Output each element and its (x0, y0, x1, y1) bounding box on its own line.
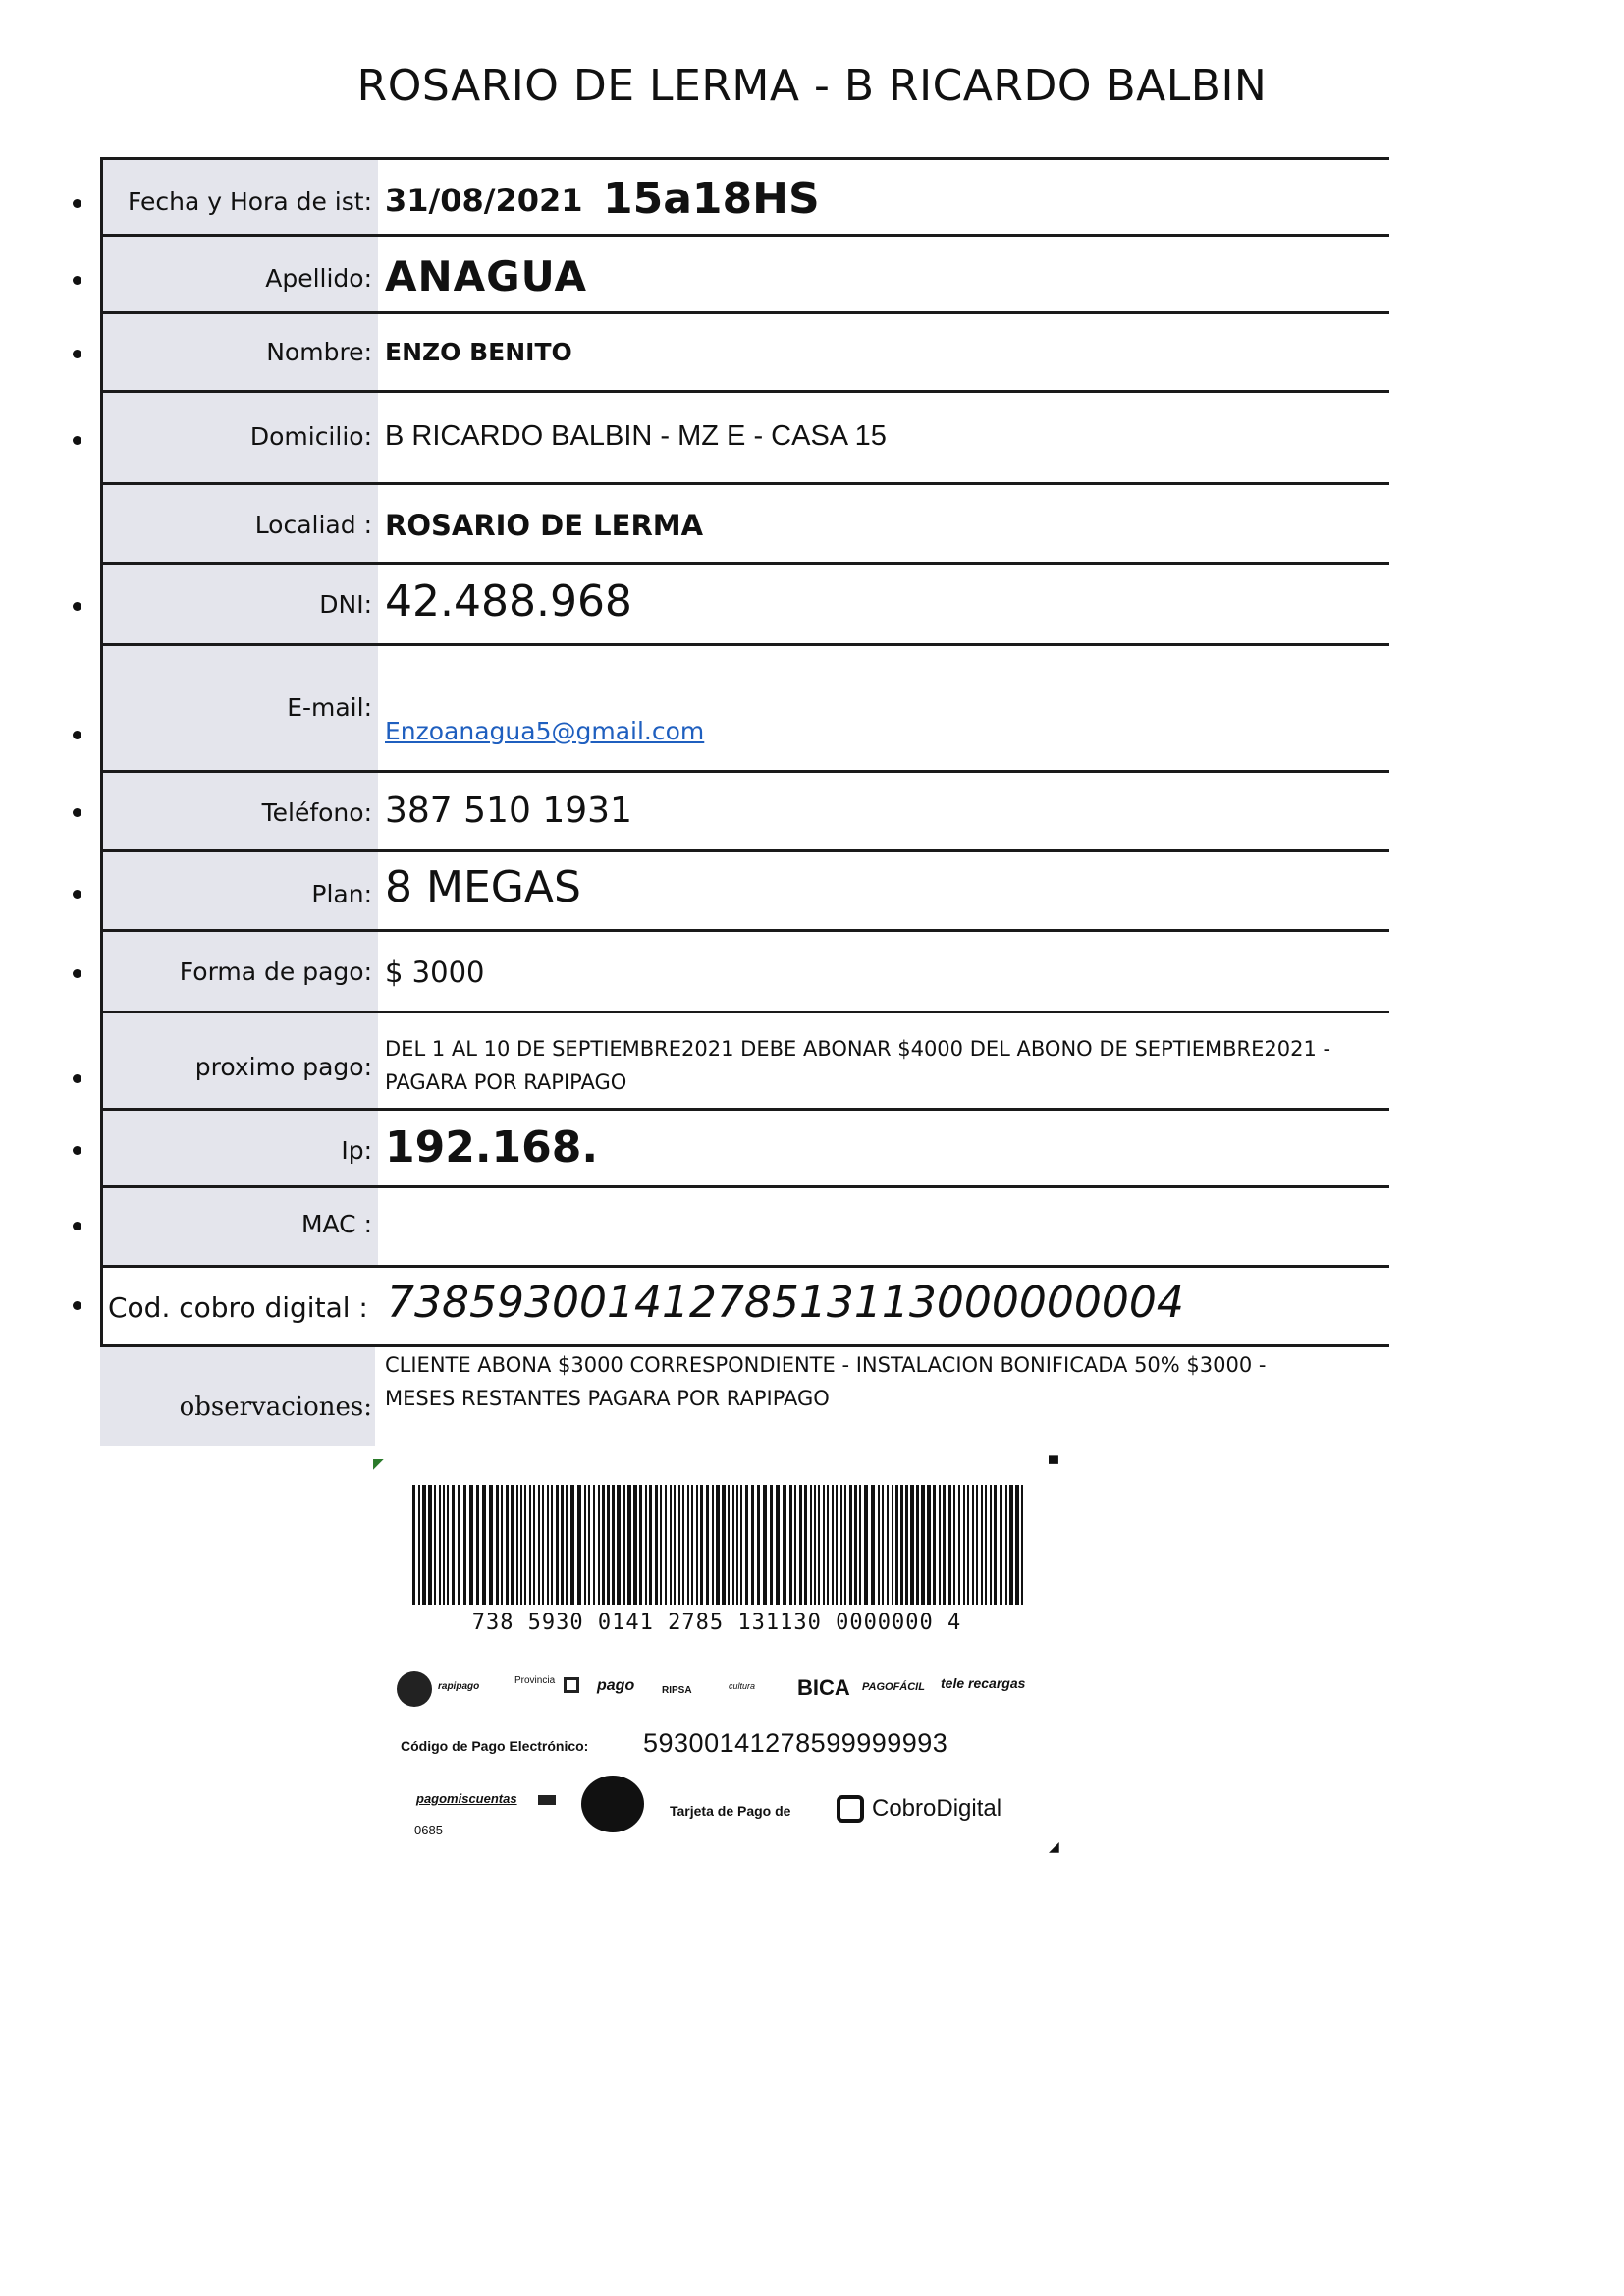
document-title: ROSARIO DE LERMA - B RICARDO BALBIN (356, 61, 1268, 111)
barcode-bar (627, 1485, 631, 1605)
row-apellido (100, 234, 1389, 311)
forma-pago-value: $ 3000 (385, 956, 485, 989)
brand-logo: CobroDigital (872, 1795, 1002, 1822)
row-proximo-pago (100, 1011, 1389, 1108)
small-number: 0685 (414, 1823, 443, 1837)
barcode-bar (823, 1485, 825, 1605)
logo-pagofacil: PAGOFÁCIL (862, 1681, 925, 1693)
apellido-label: Apellido: (265, 264, 372, 293)
barcode-bar (428, 1485, 432, 1605)
barcode-bar (716, 1485, 720, 1605)
payment-slip (373, 1455, 1060, 1856)
barcode-bar (412, 1485, 415, 1605)
barcode-bar (422, 1485, 426, 1605)
domicilio-value: B RICARDO BALBIN - MZ E - CASA 15 (385, 420, 887, 452)
logo-telerecargas: tele recargas (941, 1675, 1026, 1691)
barcode-bar (882, 1485, 884, 1605)
barcode-bar (740, 1485, 742, 1605)
barcode-bar (447, 1485, 449, 1605)
ip-label: Ip: (341, 1136, 372, 1165)
barcode-bar (776, 1485, 780, 1605)
barcode-bar (655, 1485, 658, 1605)
barcode-bar (524, 1485, 526, 1605)
logo-pago: pago (597, 1677, 635, 1694)
bullet (73, 1222, 81, 1230)
nombre-label: Nombre: (266, 338, 372, 366)
bullet (73, 1146, 81, 1155)
barcode-bar (660, 1485, 662, 1605)
barcode-bar (939, 1485, 941, 1605)
barcode-bar (900, 1485, 903, 1605)
barcode-bar (665, 1485, 667, 1605)
row-nombre (100, 311, 1389, 390)
barcode-bar (864, 1485, 868, 1605)
barcode-bar (588, 1485, 590, 1605)
barcode-bar (910, 1485, 914, 1605)
barcode-bar (700, 1485, 703, 1605)
pagomiscuentas-badge-icon (538, 1795, 556, 1805)
row-plan (100, 849, 1389, 929)
barcode-bar (593, 1485, 595, 1605)
barcode-bar (887, 1485, 889, 1605)
corner-mark: ▀ (1049, 1455, 1058, 1471)
barcode-bar (516, 1485, 518, 1605)
dni-label: DNI: (319, 590, 372, 619)
barcode-bar (818, 1485, 820, 1605)
barcode-bar (994, 1485, 997, 1605)
barcode-bar (691, 1485, 693, 1605)
barcode-bar (916, 1485, 919, 1605)
barcode-bar (921, 1485, 925, 1605)
barcode-bar (943, 1485, 946, 1605)
barcode-bar (566, 1485, 568, 1605)
barcode-bar (990, 1485, 992, 1605)
barcode-bar (810, 1485, 812, 1605)
barcode-bar (602, 1485, 605, 1605)
barcode-bar (533, 1485, 535, 1605)
barcode-bar (506, 1485, 509, 1605)
barcode-bar (751, 1485, 754, 1605)
payment-logos (395, 1667, 1043, 1711)
barcode-bar (501, 1485, 503, 1605)
barcode-bar (496, 1485, 499, 1605)
barcode-bar (827, 1485, 829, 1605)
row-telefono (100, 770, 1389, 849)
observaciones-line2: MESES RESTANTES PAGARA POR RAPIPAGO (385, 1387, 830, 1410)
barcode-bar (439, 1485, 441, 1605)
telefono-label: Teléfono: (261, 798, 372, 827)
bullet (73, 276, 81, 285)
barcode-bar (836, 1485, 838, 1605)
barcode-bar (804, 1485, 807, 1605)
barcode-bar (584, 1485, 586, 1605)
logo-provincia: Provincia (514, 1675, 556, 1686)
row-domicilio (100, 390, 1389, 482)
row-email (100, 643, 1389, 770)
client-form (100, 157, 1389, 1446)
bullet (73, 602, 81, 611)
barcode-bar (633, 1485, 637, 1605)
barcode-bar (712, 1485, 714, 1605)
row-forma-pago (100, 929, 1389, 1011)
observaciones-line1: CLIENTE ABONA $3000 CORRESPONDIENTE - INSTALACION BONIFICADA 50% $3000 - (385, 1353, 1267, 1377)
forma-pago-label: Forma de pago: (179, 957, 372, 986)
barcode-bar (452, 1485, 455, 1605)
barcode (412, 1485, 1027, 1605)
barcode-bar (623, 1485, 625, 1605)
barcode-bar (511, 1485, 514, 1605)
barcode-bar (682, 1485, 684, 1605)
row-fecha (100, 157, 1389, 234)
barcode-bar (794, 1485, 796, 1605)
row-ip (100, 1108, 1389, 1185)
row-dni (100, 562, 1389, 643)
barcode-bar (722, 1485, 726, 1605)
barcode-bar (732, 1485, 734, 1605)
black-circle-icon (581, 1776, 644, 1832)
fecha-time: 15a18HS (603, 174, 820, 224)
barcode-bar (529, 1485, 531, 1605)
barcode-bar (976, 1485, 978, 1605)
localidad-label: Localiad : (254, 511, 372, 539)
barcode-bar (687, 1485, 689, 1605)
barcode-bar (418, 1485, 420, 1605)
barcode-bar (871, 1485, 875, 1605)
barcode-bar (832, 1485, 834, 1605)
barcode-bar (443, 1485, 445, 1605)
barcode-bar (551, 1485, 553, 1605)
barcode-bar (844, 1485, 846, 1605)
bullet (73, 1074, 81, 1083)
barcode-bar (1009, 1485, 1013, 1605)
bullet (73, 890, 81, 899)
barcode-bar (849, 1485, 852, 1605)
observaciones-label: observaciones: (179, 1393, 372, 1422)
barcode-bar (927, 1485, 931, 1605)
bullet (73, 199, 81, 208)
barcode-bar (649, 1485, 652, 1605)
barcode-bar (1015, 1485, 1019, 1605)
barcode-bar (561, 1485, 564, 1605)
logo-ripsa: RIPSA (662, 1685, 692, 1696)
barcode-bar (905, 1485, 908, 1605)
barcode-bar (895, 1485, 898, 1605)
barcode-bar (799, 1485, 802, 1605)
logo-cultura: cultura (729, 1681, 756, 1691)
barcode-bar (458, 1485, 460, 1605)
plan-label: Plan: (311, 880, 372, 908)
barcode-bar (745, 1485, 748, 1605)
barcode-bar (538, 1485, 540, 1605)
bullet (73, 731, 81, 739)
barcode-bar (556, 1485, 559, 1605)
barcode-bar (783, 1485, 786, 1605)
barcode-bar (1000, 1485, 1002, 1605)
cod-label: Cod. cobro digital : (108, 1291, 368, 1324)
barcode-bar (972, 1485, 974, 1605)
barcode-number: 738 5930 0141 2785 131130 0000000 4 (471, 1611, 962, 1635)
row-cod-cobro (100, 1265, 1389, 1344)
barcode-bar (674, 1485, 676, 1605)
barcode-bar (434, 1485, 436, 1605)
barcode-bar (547, 1485, 549, 1605)
row-mac (100, 1185, 1389, 1265)
rapipago-emblem-icon (397, 1671, 432, 1707)
barcode-bar (985, 1485, 987, 1605)
code-value: 59300141278599999993 (643, 1728, 948, 1758)
dni-value: 42.488.968 (385, 576, 632, 627)
barcode-bar (482, 1485, 486, 1605)
barcode-bar (706, 1485, 709, 1605)
barcode-bar (814, 1485, 816, 1605)
fecha-date: 31/08/2021 (385, 182, 583, 219)
barcode-bar (463, 1485, 466, 1605)
barcode-bar (469, 1485, 473, 1605)
fecha-label: Fecha y Hora de ist: (127, 188, 372, 216)
barcode-bar (854, 1485, 857, 1605)
barcode-bar (520, 1485, 522, 1605)
bullet (73, 1301, 81, 1310)
bullet (73, 436, 81, 445)
barcode-bar (953, 1485, 955, 1605)
mac-label: MAC : (300, 1210, 372, 1238)
pagomiscuentas-logo: pagomiscuentas (416, 1791, 517, 1806)
code-label: Código de Pago Electrónico: (401, 1738, 589, 1754)
corner-mark: ◢ (1049, 1838, 1059, 1854)
barcode-bar (570, 1485, 574, 1605)
apellido-value: ANAGUA (385, 252, 587, 301)
barcode-bar (728, 1485, 730, 1605)
cod-value: 73859300141278513113000000004 (387, 1278, 1184, 1328)
logo-rapipago: rapipago (438, 1681, 480, 1692)
nombre-value: ENZO BENITO (385, 338, 572, 366)
barcode-bar (696, 1485, 698, 1605)
proximo-pago-line1: DEL 1 AL 10 DE SEPTIEMBRE2021 DEBE ABONAR $4000 DEL ABONO DE SEPTIEMBRE2021 - (385, 1037, 1331, 1061)
barcode-bar (958, 1485, 960, 1605)
barcode-bar (476, 1485, 479, 1605)
logo-bica: BICA (797, 1675, 850, 1700)
cobrodigital-square-icon (837, 1795, 864, 1823)
barcode-bar (859, 1485, 861, 1605)
barcode-bar (878, 1485, 880, 1605)
barcode-bar (948, 1485, 951, 1605)
domicilio-label: Domicilio: (249, 422, 372, 451)
barcode-bar (757, 1485, 760, 1605)
corner-mark: ◤ (373, 1455, 384, 1471)
barcode-bar (1005, 1485, 1007, 1605)
bullet (73, 969, 81, 978)
barcode-bar (770, 1485, 773, 1605)
barcode-bar (736, 1485, 738, 1605)
email-link[interactable]: Enzoanagua5@gmail.com (385, 717, 705, 745)
barcode-bar (612, 1485, 615, 1605)
proximo-pago-label: proximo pago: (194, 1053, 372, 1081)
localidad-value: ROSARIO DE LERMA (385, 509, 704, 542)
barcode-bar (639, 1485, 642, 1605)
barcode-bar (1021, 1485, 1023, 1605)
barcode-bar (678, 1485, 680, 1605)
plan-value: 8 MEGAS (385, 862, 581, 912)
barcode-bar (645, 1485, 647, 1605)
barcode-bar (489, 1485, 493, 1605)
barcode-bar (789, 1485, 792, 1605)
barcode-bar (542, 1485, 544, 1605)
barcode-bar (577, 1485, 581, 1605)
barcode-bar (967, 1485, 969, 1605)
provincia-square-icon (564, 1677, 579, 1693)
bullet (73, 808, 81, 817)
barcode-bar (670, 1485, 672, 1605)
barcode-bar (963, 1485, 965, 1605)
barcode-bar (933, 1485, 936, 1605)
barcode-bar (840, 1485, 842, 1605)
bullet (73, 350, 81, 358)
card-label: Tarjeta de Pago de (670, 1803, 791, 1819)
telefono-value: 387 510 1931 (385, 791, 632, 831)
barcode-bar (598, 1485, 600, 1605)
barcode-bar (763, 1485, 767, 1605)
barcode-bar (617, 1485, 621, 1605)
barcode-bar (981, 1485, 983, 1605)
email-label: E-mail: (287, 693, 372, 722)
proximo-pago-line2: PAGARA POR RAPIPAGO (385, 1070, 627, 1094)
barcode-bar (607, 1485, 610, 1605)
row-localidad (100, 482, 1389, 562)
barcode-bar (892, 1485, 893, 1605)
ip-value: 192.168. (385, 1122, 599, 1173)
row-observaciones (100, 1344, 1389, 1446)
